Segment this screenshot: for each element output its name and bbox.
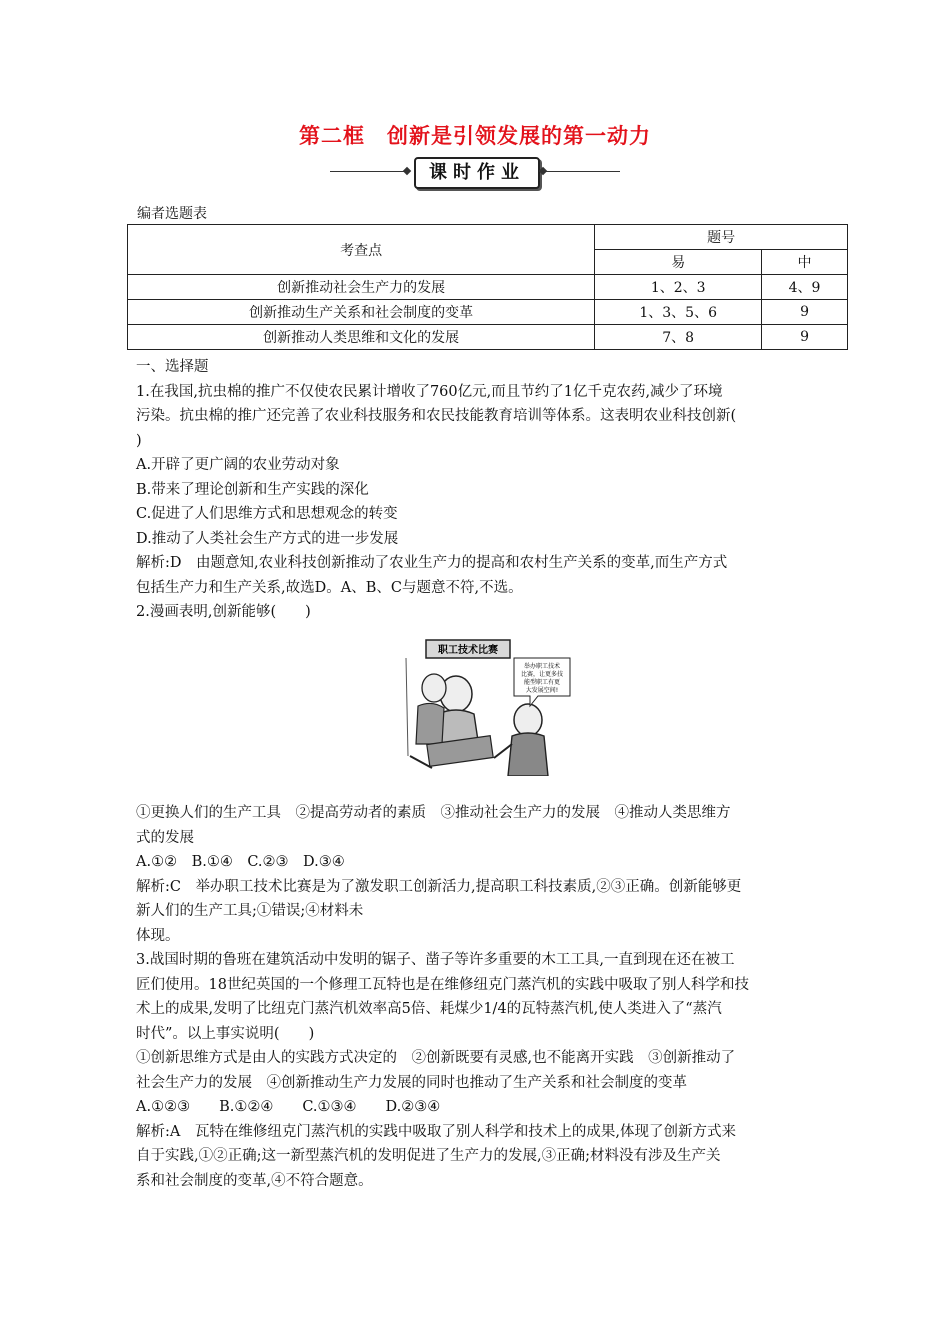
q3-stem-line: 时代”。以上事实说明( ) xyxy=(136,1025,315,1042)
competition-sign-text: 职工技术比赛 xyxy=(438,645,498,656)
question-selection-table xyxy=(127,224,848,350)
table-row xyxy=(128,300,848,325)
cell-easy: 1、2、3 xyxy=(595,275,762,300)
cell-point: 创新推动社会生产力的发展 xyxy=(128,275,595,300)
q1-stem-line: 1.在我国,抗虫棉的推广不仅使农民累计增收了760亿元,而且节约了1亿千克农药,减少了环境 xyxy=(136,383,723,400)
col-header-mid: 中 xyxy=(762,250,848,275)
cell-point: 创新推动人类思维和文化的发展 xyxy=(128,325,595,350)
q3-answer-line: 系和社会制度的变革,④不符合题意。 xyxy=(136,1172,373,1189)
q3-answer-line: 自于实践,①②正确;这一新型蒸汽机的发明促进了生产力的发展,③正确;材料没有涉及生产关 xyxy=(136,1148,721,1164)
manager-body xyxy=(508,733,548,776)
col-header-easy: 易 xyxy=(595,250,762,275)
q1-stem-line: 污染。抗虫棉的推广还完善了农业科技服务和农民技能教育培训等体系。这表明农业科技创新( xyxy=(136,408,737,424)
q2-options-line: ①更换人们的生产工具 ②提高劳动者的素质 ③推动社会生产力的发展 ④推动人类思维方 xyxy=(136,805,731,821)
q3-choices: A.①②③ B.①②④ C.①③④ D.②③④ xyxy=(136,1099,441,1115)
q3-stem-line: 3.战国时期的鲁班在建筑活动中发明的锯子、凿子等许多重要的木工工具,一直到现在还在被工 xyxy=(136,952,735,968)
banner-left-rule xyxy=(330,171,408,172)
q1-option-b: B.带来了理论创新和生产实践的深化 xyxy=(136,481,369,498)
speech-bubble-text: 能型职工有更 xyxy=(523,679,561,686)
workers-competition-cartoon xyxy=(398,636,574,776)
question-block-2 xyxy=(136,801,842,1193)
banner-label: 课时作业 xyxy=(414,157,540,189)
q3-stem-line: 术上的成果,发明了比纽克门蒸汽机效率高5倍、耗煤少1/4的瓦特蒸汽机,使人类进入了“蒸汽 xyxy=(136,1001,722,1017)
question-block-1 xyxy=(136,355,842,625)
q2-stem: 2.漫画表明,创新能够( ) xyxy=(136,604,311,620)
table-caption: 编者选题表 xyxy=(137,206,207,222)
q2-choices: A.①② B.①④ C.②③ D.③④ xyxy=(136,854,345,870)
q3-stem-line: 匠们使用。18世纪英国的一个修理工瓦特也是在维修纽克门蒸汽机的实践中吸取了别人科学和技 xyxy=(136,976,749,993)
cell-mid: 4、9 xyxy=(762,275,848,300)
q2-answer-line: 新人们的生产工具;①错误;④材料未 xyxy=(136,903,364,919)
homework-banner xyxy=(330,156,620,188)
cell-point: 创新推动生产关系和社会制度的变革 xyxy=(128,300,595,325)
page-title: 第二框 创新是引领发展的第一动力 xyxy=(299,123,651,148)
q2-options-line: 式的发展 xyxy=(136,829,194,846)
manager-head xyxy=(514,704,542,736)
q2-answer-line: 体现。 xyxy=(136,927,180,944)
table-row xyxy=(128,275,848,300)
q3-options-line: 社会生产力的发展 ④创新推动生产力发展的同时也推动了生产关系和社会制度的变革 xyxy=(136,1074,687,1091)
q1-answer-line: 解析:D 由题意知,农业科技创新推动了农业生产力的提高和农村生产关系的变革,而生产方式 xyxy=(136,555,728,571)
col-header-point: 考查点 xyxy=(128,225,595,275)
banner-left-diamond xyxy=(403,167,411,175)
banner-right-rule xyxy=(544,171,620,172)
q1-answer-line: 包括生产力和生产关系,故选D。A、B、C与题意不符,不选。 xyxy=(136,579,523,596)
table-row xyxy=(128,325,848,350)
speech-bubble-text: 大发展空间! xyxy=(525,687,559,694)
cell-easy: 7、8 xyxy=(595,325,762,350)
worker-head xyxy=(422,674,446,702)
speech-bubble-text: 举办职工技术 xyxy=(523,663,561,670)
section-heading: 一、选择题 xyxy=(136,359,209,375)
q1-option-c: C.促进了人们思维方式和思想观念的转变 xyxy=(136,506,398,522)
cell-mid: 9 xyxy=(762,325,848,350)
cell-mid: 9 xyxy=(762,300,848,325)
q3-options-line: ①创新思维方式是由人的实践方式决定的 ②创新既要有灵感,也不能离开实践 ③创新推动了 xyxy=(136,1050,736,1066)
q2-answer-line: 解析:C 举办职工技术比赛是为了激发职工创新活力,提高职工科技素质,②③正确。创新能够更 xyxy=(136,878,742,895)
col-header-number: 题号 xyxy=(595,225,848,250)
q1-option-a: A.开辟了更广阔的农业劳动对象 xyxy=(136,457,340,473)
q3-answer-line: 解析:A 瓦特在维修纽克门蒸汽机的实践中吸取了别人科学和技术上的成果,体现了创新方式来 xyxy=(136,1123,736,1140)
speech-bubble-text: 比赛，让更多技 xyxy=(520,671,564,678)
cell-easy: 1、3、5、6 xyxy=(595,300,762,325)
q1-option-d: D.推动了人类社会生产方式的进一步发展 xyxy=(136,530,399,547)
q1-stem-line: ) xyxy=(136,432,142,449)
